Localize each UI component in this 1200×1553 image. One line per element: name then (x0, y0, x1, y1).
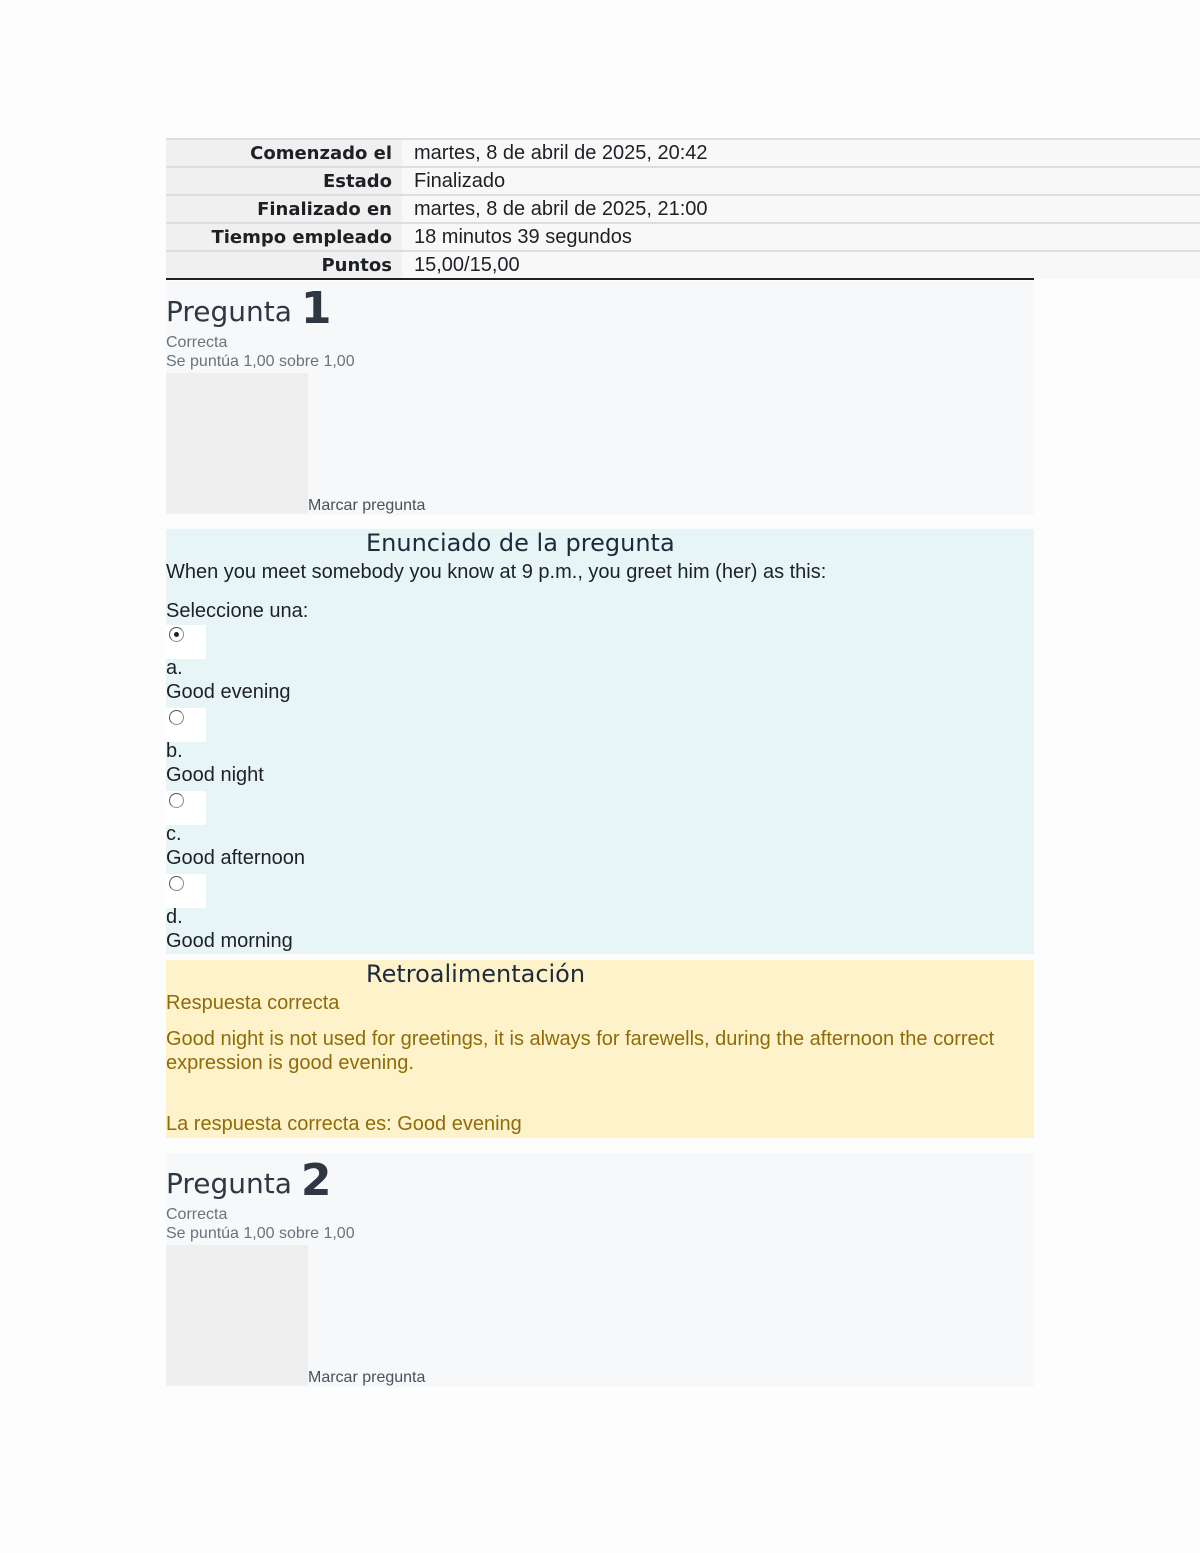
radio-button-a[interactable] (169, 627, 184, 642)
answer-prompt: Seleccione una: (166, 600, 309, 622)
question-number: 2 (300, 1155, 332, 1206)
question-state: Correcta (166, 1206, 228, 1223)
radio-container (166, 874, 206, 908)
radio-container (166, 708, 206, 742)
summary-value: Finalizado (402, 167, 1200, 195)
question-number: 1 (300, 283, 332, 334)
question-title-word: Pregunta (166, 295, 292, 328)
summary-label: Finalizado en (166, 195, 402, 223)
summary-value: martes, 8 de abril de 2025, 21:00 (402, 195, 1200, 223)
correct-answer-text: La respuesta correcta es: Good evening (166, 1113, 522, 1135)
summary-row-time-taken (166, 223, 1200, 251)
summary-label: Comenzado el (166, 139, 402, 167)
option-label: Good night (166, 764, 264, 786)
question-1-title (166, 283, 331, 334)
summary-value: martes, 8 de abril de 2025, 20:42 (402, 139, 1200, 167)
option-letter: c. (166, 823, 182, 845)
question-1-feedback (166, 960, 1034, 1138)
flag-question-link[interactable]: Marcar pregunta (308, 497, 426, 514)
radio-container (166, 791, 206, 825)
question-2-info-panel (166, 1245, 308, 1385)
question-2-info (166, 1153, 1034, 1387)
option-label: Good afternoon (166, 847, 305, 869)
option-label: Good evening (166, 681, 291, 703)
summary-divider (166, 278, 1034, 280)
question-2-title (166, 1155, 331, 1206)
feedback-heading: Retroalimentación (366, 960, 586, 988)
feedback-status: Respuesta correcta (166, 992, 340, 1014)
question-grade: Se puntúa 1,00 sobre 1,00 (166, 353, 355, 370)
formulation-heading: Enunciado de la pregunta (366, 529, 675, 557)
question-text: When you meet somebody you know at 9 p.m., you greet him (her) as this: (166, 561, 827, 583)
summary-row-started (166, 139, 1200, 167)
question-state: Correcta (166, 334, 228, 351)
question-grade: Se puntúa 1,00 sobre 1,00 (166, 1225, 355, 1242)
attempt-summary-table (166, 138, 1200, 279)
summary-label: Tiempo empleado (166, 223, 402, 251)
radio-button-b[interactable] (169, 710, 184, 725)
option-letter: b. (166, 740, 183, 762)
summary-value: 15,00/15,00 (402, 251, 1200, 279)
question-1-status (166, 333, 355, 371)
question-1-info (166, 281, 1034, 515)
summary-row-points (166, 251, 1200, 279)
question-1-info-panel (166, 373, 308, 513)
option-letter: d. (166, 906, 183, 928)
radio-container (166, 625, 206, 659)
summary-row-state (166, 167, 1200, 195)
summary-label: Puntos (166, 251, 402, 279)
question-title-word: Pregunta (166, 1167, 292, 1200)
summary-label: Estado (166, 167, 402, 195)
summary-row-finished (166, 195, 1200, 223)
radio-button-d[interactable] (169, 876, 184, 891)
question-2-status (166, 1205, 355, 1243)
option-label: Good morning (166, 930, 293, 952)
radio-button-c[interactable] (169, 793, 184, 808)
summary-value: 18 minutos 39 segundos (402, 223, 1200, 251)
feedback-text: Good night is not used for greetings, it is always for farewells, during the afternoon the correct expression is good evening. (166, 1028, 995, 1074)
flag-question-link[interactable]: Marcar pregunta (308, 1369, 426, 1386)
option-letter: a. (166, 657, 183, 679)
question-1-formulation (166, 529, 1034, 954)
